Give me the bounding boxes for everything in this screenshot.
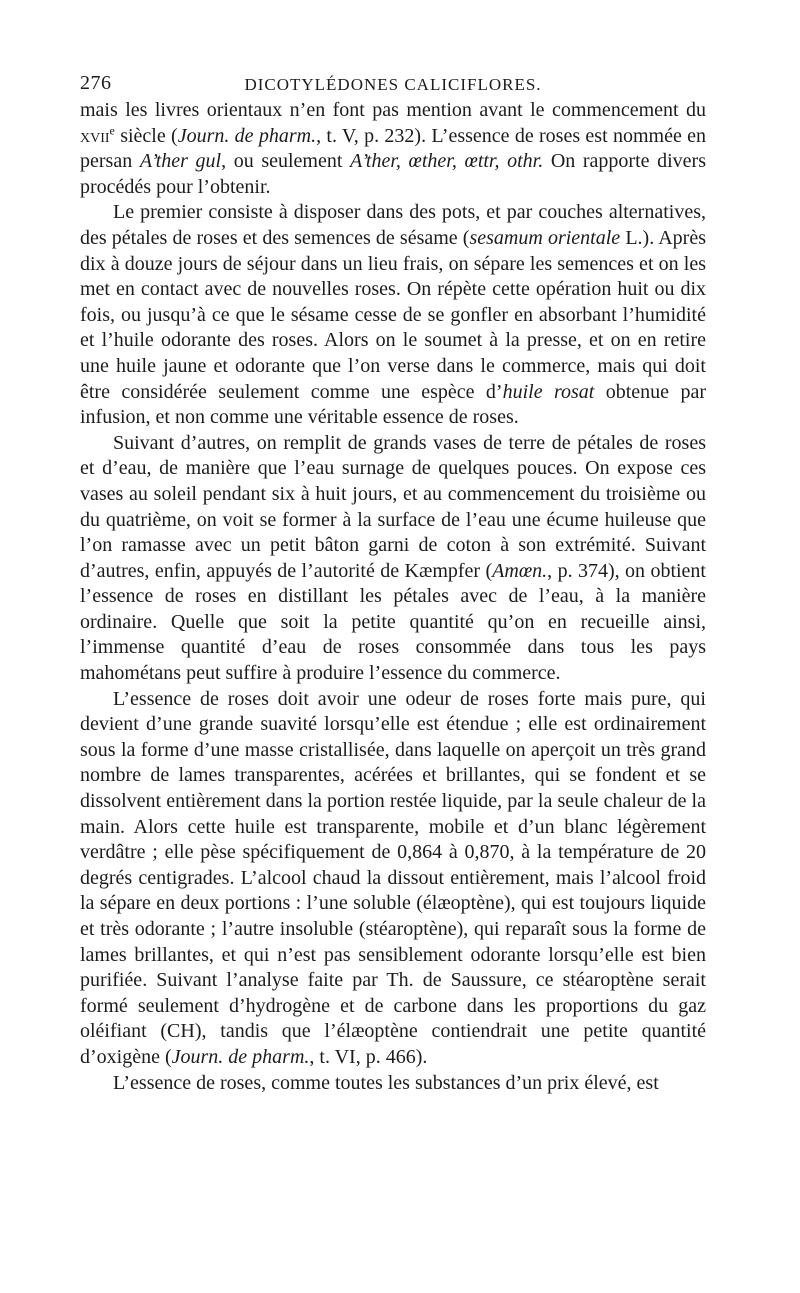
text-run: xvii	[80, 124, 110, 147]
text-run: , p. 374), on obtient l’essence de roses en distillant les pétales avec de l’eau, à la manière ordinaire. Quelle que soit la petite quantité qu’on en recueille ainsi, l’immense quantité d’eau de roses consommée dans tous les pays mahométans peut suffire à produire l’essence du commerce.	[80, 559, 706, 685]
text-run: A’ther gul	[139, 150, 222, 173]
text-run: L.). Après dix à douze jours de séjour dans un lieu frais, on sépare les semences et on les met en contact avec de nouvelles roses. On répète cette opération huit ou dix fois, ou jusqu’à ce que le sésame cesse de se gonfler en absorbant l’humidité et l’huile odorante des roses. Alors on le soumet à la presse, et on en retire une huile jaune et odorante que l’on verse dans le commerce, mais qui doit être considérée seulement comme une espèce d’	[80, 226, 706, 403]
text-run: Journ. de pharm.	[177, 124, 317, 147]
paragraph	[80, 1071, 706, 1097]
text-run: , t. VI, p. 466).	[309, 1045, 428, 1068]
paragraph	[80, 200, 706, 430]
paragraph	[80, 98, 706, 200]
text-run: Suivant d’autres, on remplit de grands vases de terre de pétales de roses et d’eau, de manière que l’eau surnage de quelques pouces. On expose ces vases au soleil pendant six à huit jours, et au commencement du troisième ou du quatrième, on voit se former à la surface de l’eau une écume huileuse que l’on ramasse avec un petit bâton garni de coton à son extrémité. Suivant d’autres, enfin, appuyés de l’autorité de Kæmpfer (	[80, 431, 706, 582]
running-title: DICOTYLÉDONES CALICIFLORES.	[244, 75, 542, 94]
book-page	[80, 72, 706, 1096]
text-run: Journ. de pharm.	[171, 1045, 310, 1068]
body-text	[80, 98, 706, 1096]
text-run: huile rosat	[502, 380, 595, 403]
text-run: On rapporte divers procédés pour l’obtenir.	[80, 150, 706, 198]
text-run: sesamum orientale	[469, 226, 621, 249]
text-run: , t. V, p. 232). L’essence de roses est nommée en persan	[80, 124, 707, 173]
text-run: obtenue par infusion, et non comme une véritable essence de roses.	[80, 380, 706, 429]
text-run: L’essence de roses doit avoir une odeur de roses forte mais pure, qui devient d’une grande suavité lorsqu’elle est étendue ; elle est ordinairement sous la forme d’une masse cristallisée, dans laquelle on aperçoit un très grand nombre de lames transparentes, acérées et brillantes, qui se fondent et se dissolvent entièrement dans la portion restée liquide, par la seule chaleur de la main. Alors cette huile est transparente, mobile et d’un blanc légèrement verdâtre ; elle pèse spécifiquement de 0,864 à 0,870, à la température de 20 degrés centigrades. L’alcool chaud la dissout entièrement, mais l’alcool froid la sépare en deux portions : l’une soluble (élæoptène), qui est toujours liquide et très odorante ; l’autre insoluble (stéaroptène), qui reparaît sous la forme de lames brillantes, et qui n’est pas sensiblement odorante lorsqu’elle est bien purifiée. Suivant l’analyse faite par Th. de Saussure, ce stéaroptène serait formé seulement d’hydrogène et de carbone dans les proportions du gaz oléifiant (CH), tandis que l’élæoptène contiendrait une petite quantité d’oxigène (	[80, 687, 706, 1068]
running-head	[80, 72, 706, 98]
paragraph	[80, 687, 706, 1071]
paragraph	[80, 431, 706, 687]
text-run: siècle (	[114, 124, 178, 147]
text-run: Amœn.	[492, 559, 548, 582]
text-run: L’essence de roses, comme toutes les substances d’un prix élevé, est	[113, 1071, 659, 1094]
text-run: e	[109, 122, 115, 137]
text-run: Le premier consiste à disposer dans des pots, et par couches alternatives, des pétales de roses et des semences de sésame (	[80, 201, 706, 249]
text-run: , ou seulement	[221, 150, 351, 173]
page-number: 276	[80, 72, 112, 94]
text-run: mais les livres orientaux n’en font pas mention avant le commencement du	[80, 99, 706, 121]
text-run: A’ther, œther, œttr, othr.	[350, 150, 544, 173]
